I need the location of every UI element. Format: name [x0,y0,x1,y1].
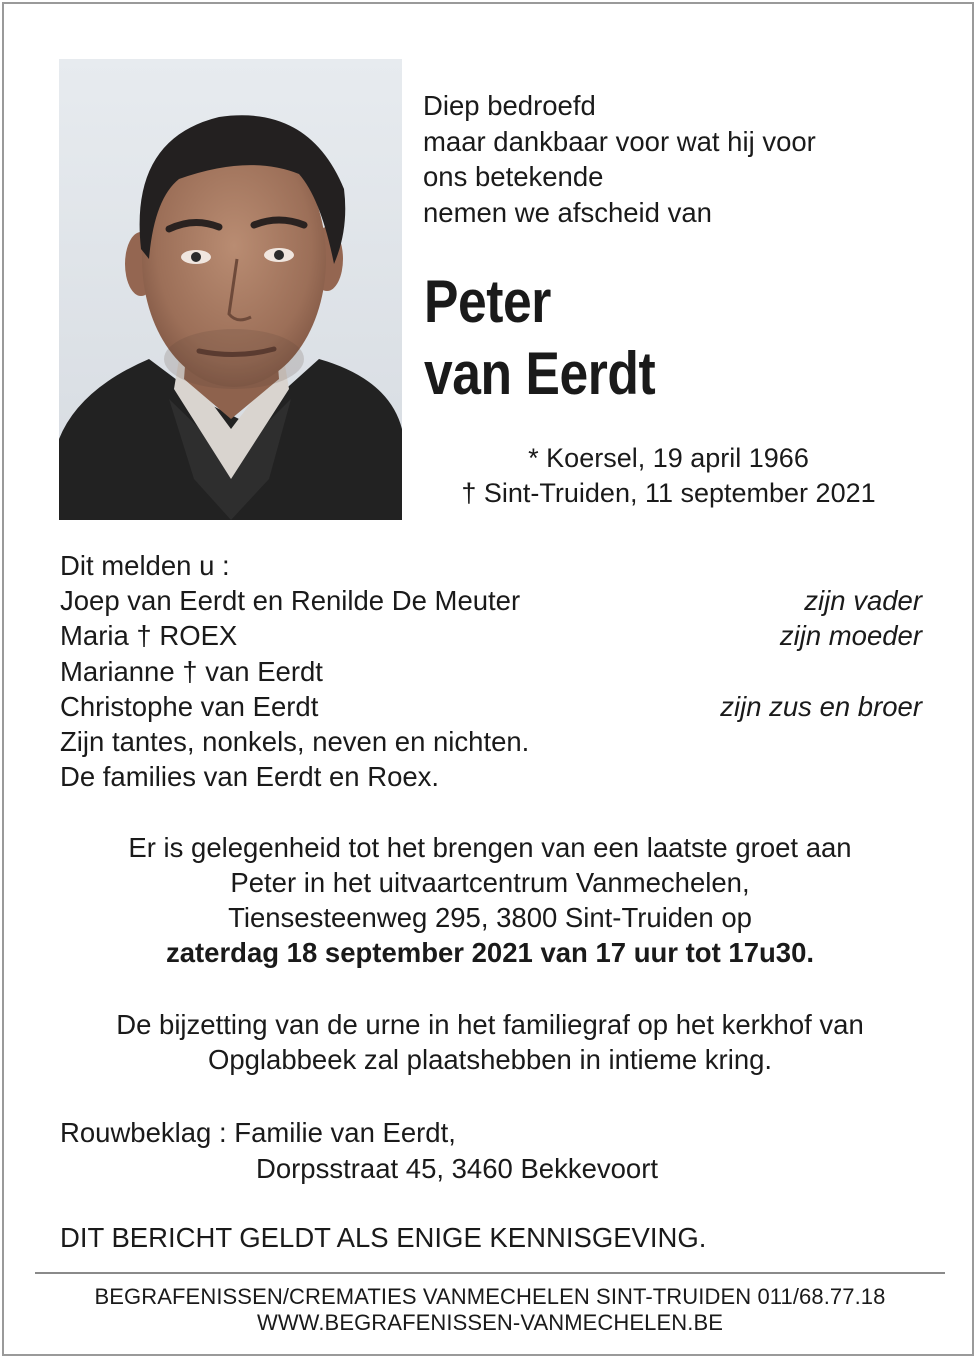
condolences-address [60,1115,658,1187]
announcers-list [60,548,922,794]
announcer-name: Marianne † van Eerdt [60,655,323,687]
condolences-line: Rouwbeklag : Familie van Eerdt, [60,1117,456,1148]
visitation-line: Er is gelegenheid tot het brengen van een laatste groet aan [128,832,852,863]
announcer-name: Joep van Eerdt en Renilde De Meuter [60,585,521,617]
footer-divider [35,1272,945,1274]
interment-info [40,1007,940,1077]
announcer-name: Zijn tantes, nonkels, neven en nichten. [60,726,530,758]
first-name: Peter [424,268,551,335]
portrait-photo [59,59,402,520]
footer-company: BEGRAFENISSEN/CREMATIES VANMECHELEN SINT-TRUIDEN 011/68.77.18 [94,1284,886,1309]
announcer-row [60,654,922,689]
intro-line: Diep bedroefd [423,90,596,121]
life-dates [405,441,932,511]
announcer-relation: zijn zus en broer [720,690,922,722]
announcer-row [60,583,922,618]
intro-text [423,88,816,230]
interment-line: De bijzetting van de urne in het familiegraf op het kerkhof van [116,1009,864,1040]
visitation-date: zaterdag 18 september 2021 van 17 uur tot 17u30. [165,937,815,968]
notice-text: DIT BERICHT GELDT ALS ENIGE KENNISGEVING. [60,1222,707,1253]
announcer-row [60,724,922,759]
intro-line: maar dankbaar voor wat hij voor [423,125,816,157]
announcer-row [60,759,922,794]
last-name: van Eerdt [424,340,656,407]
announcer-relation: zijn vader [804,585,922,617]
birth-line: * Koersel, 19 april 1966 [528,443,809,473]
intro-line: nemen we afscheid van [423,196,712,228]
announcers-heading: Dit melden u : [60,550,230,581]
visitation-line: Peter in het uitvaartcentrum Vanmechelen, [230,867,750,898]
announcer-name: Christophe van Eerdt [60,690,319,722]
announcer-name: Maria † ROEX [60,620,238,652]
death-line: † Sint-Truiden, 11 september 2021 [461,478,876,508]
portrait-illustration [59,59,402,520]
footer-website: WWW.BEGRAFENISSEN-VANMECHELEN.BE [256,1310,724,1335]
visitation-line: Tiensesteenweg 295, 3800 Sint-Truiden op [228,902,752,933]
announcer-relation: zijn moeder [779,620,922,652]
visitation-info [40,830,940,970]
condolences-address-line: Dorpsstraat 45, 3460 Bekkevoort [256,1153,659,1184]
interment-line: Opglabbeek zal plaatshebben in intieme kring. [207,1044,773,1075]
deceased-name [424,266,655,410]
announcer-row [60,689,922,724]
footer [0,1284,980,1336]
announcer-name: De families van Eerdt en Roex. [60,761,440,793]
intro-line: ons betekende [423,161,604,192]
announcer-row [60,618,922,653]
